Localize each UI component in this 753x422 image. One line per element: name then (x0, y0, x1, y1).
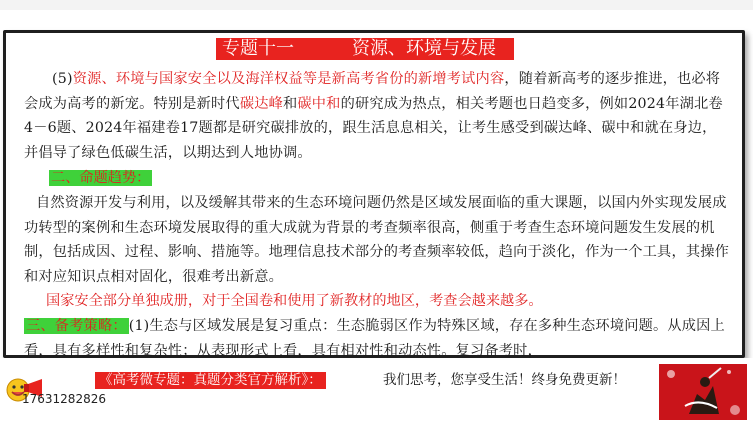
paragraph-strategy (24, 314, 730, 363)
slide-panel (3, 30, 745, 358)
top-strip (0, 0, 753, 10)
intro-text-a: ，随着新高考的逐步推进，也必将会成为高考的新宠。特别是新时代 (24, 71, 721, 112)
warrior-logo-icon (659, 364, 747, 420)
heading-trend-label: 二、命题趋势： (51, 170, 151, 186)
footer-bar (0, 358, 753, 422)
carbon-neutral-text: 碳中和 (297, 95, 341, 112)
heading-strategy-label: 三、备考策略： (26, 318, 127, 334)
title-topic: 专题十一 (222, 38, 294, 59)
and-text: 和 (283, 95, 298, 112)
slide-title (216, 38, 514, 60)
section-heading-trend (49, 167, 152, 189)
paragraph-national-security: 国家安全部分单独成册，对于全国卷和使用了新教材的地区，考查会越来越多。 (46, 293, 543, 309)
item-number: (5) (52, 71, 73, 87)
paragraph-trend: 自然资源开发与利用，以及缓解其带来的生态环境问题仍然是区域发展面临的重大课题，以国内外实现发展成功转型的案例和生态环境发展取得的重大成就为背景的考查频率很高，侧重于考查生态环境问题发生发展的机制，包括成因、过程、影响、措施等。地理信息技术部分的考查频率较低，趋向于淡化，作为一个工具，其操作和对应知识点相对固化，很难考出新意。 (24, 195, 729, 285)
carbon-peak-text: 碳达峰 (239, 95, 283, 112)
title-subject: 资源、环境与发展 (352, 38, 496, 59)
strategy-text: (1)生态与区域发展是复习重点：生态脆弱区作为特殊区域，存在多种生态环境问题。从成因上看，具有多样性和复杂性；从表现形式上看，具有相对性和动态性。复习备考时， (24, 318, 725, 359)
intro-text-b: 的研究成为热点，相关考题也日趋变多，例如2024年湖北卷4－6题、2024年福建卷17题都是研究碳排放的，跟生活息息相关，让考生感受到碳达峰、碳中和就在身边，并倡导了绿色低碳生活，以期达到人地协调。 (24, 95, 723, 161)
promo-slogan: 我们思考，您享受生活！终身免费更新！ (383, 372, 626, 388)
contact-phone: 17631282826 (22, 392, 106, 406)
paragraph-intro (24, 67, 730, 165)
red-lead-text: 资源、环境与国家安全以及海洋权益等是新高考省份的新增考试内容 (72, 71, 505, 87)
promo-title: 《高考微专题：真题分类官方解析》： (95, 372, 326, 389)
